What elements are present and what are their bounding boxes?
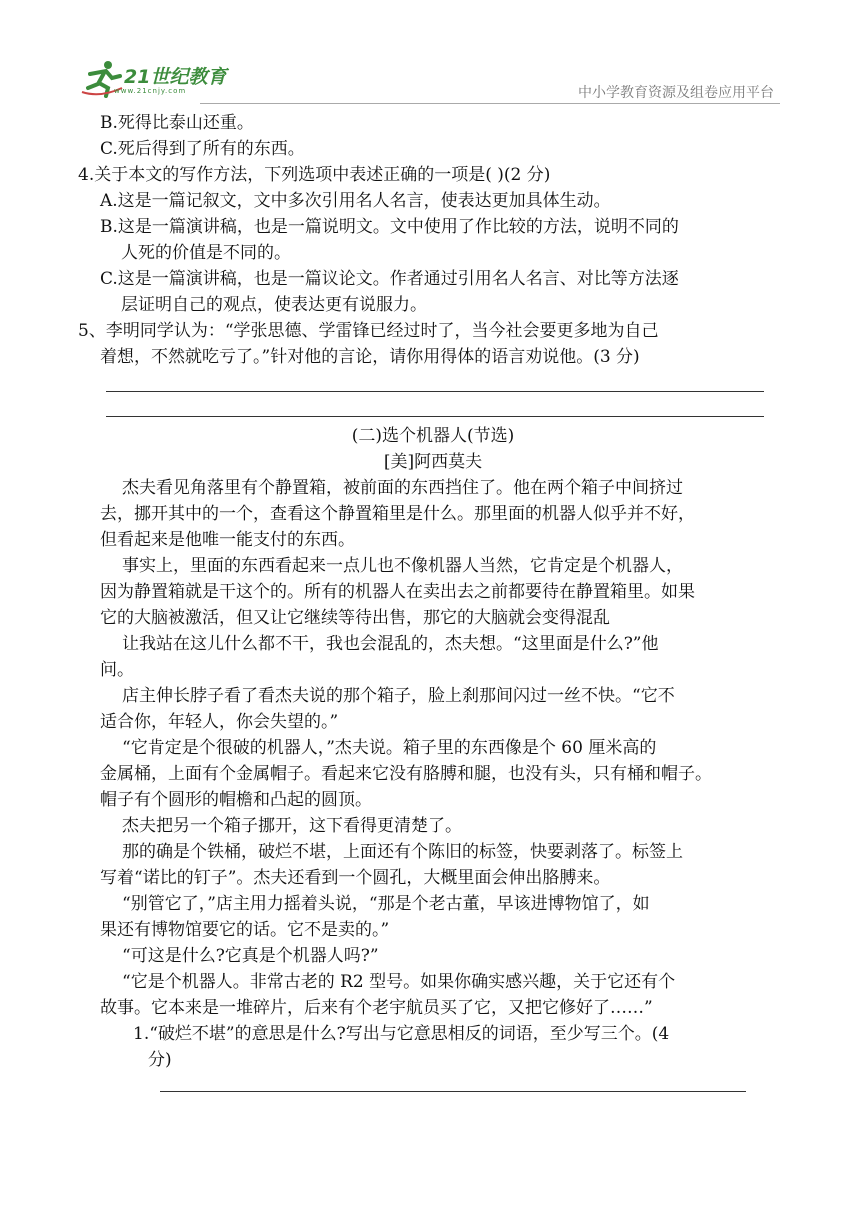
paragraph-line: 故事。它本来是一堆碎片，后来有个老宇航员买了它，又把它修好了……” (100, 998, 653, 1018)
paragraph-line: 写着“诺比的钉子”。杰夫还看到一个圆孔，大概里面会伸出胳膊来。 (100, 868, 611, 888)
paragraph-line: 事实上，里面的东西看起来一点儿也不像机器人当然，它肯定是个机器人， (122, 556, 683, 576)
paragraph-line: 那的确是个铁桶，破烂不堪，上面还有个陈旧的标签，快要剥落了。标签上 (122, 842, 683, 862)
paragraph-line: 帽子有个圆形的帽檐和凸起的圆顶。 (100, 790, 372, 810)
logo-text: 21世纪教育 (124, 66, 227, 88)
q4-option-c-cont: 层证明自己的观点，使表达更有说服力。 (121, 295, 427, 315)
q4-option-c: C.这是一篇演讲稿，也是一篇议论文。作者通过引用名人名言、对比等方法逐 (100, 269, 679, 289)
logo (80, 58, 240, 100)
paragraph-line: 适合你，年轻人，你会失望的。” (100, 712, 339, 732)
paragraph-line: 杰夫看见角落里有个静置箱，被前面的东西挡住了。他在两个箱子中间挤过 (122, 478, 683, 498)
paragraph-line: 杰夫把另一个箱子挪开，这下看得更清楚了。 (122, 816, 462, 836)
paragraph-line: 金属桶，上面有个金属帽子。看起来它没有胳膊和腿，也没有头，只有桶和帽子。 (100, 764, 712, 784)
paragraph-line: “它是个机器人。非常古老的 R2 型号。如果你确实感兴趣，关于它还有个 (122, 972, 676, 992)
q5-stem: 5、李明同学认为：“学张思德、学雷锋已经过时了，当今社会要更多地为自己 (78, 321, 659, 341)
header-divider (200, 103, 780, 104)
document-body (78, 110, 788, 1092)
q4-option-a: A.这是一篇记叙文，文中多次引用名人名言，使表达更加具体生动。 (100, 191, 611, 211)
paragraph-line: 它的大脑被激活，但又让它继续等待出售，那它的大脑就会变得混乱 (100, 608, 610, 628)
paragraph-line: 果还有博物馆要它的话。它不是卖的。” (100, 920, 390, 940)
section-title: (二)选个机器人(节选) (351, 426, 515, 446)
q3-option-b: B.死得比泰山还重。 (100, 113, 254, 133)
paragraph-line: 因为静置箱就是干这个的。所有的机器人在卖出去之前都要待在静置箱里。如果 (100, 582, 695, 602)
paragraph-line: 店主伸长脖子看了看杰夫说的那个箱子，脸上刹那间闪过一丝不快。“它不 (122, 686, 675, 706)
paragraph-line: 让我站在这儿什么都不干，我也会混乱的，杰夫想。“这里面是什么?”他 (122, 634, 659, 654)
paragraph-line: “别管它了，”店主用力摇着头说，“那是个老古董，早该进博物馆了，如 (122, 894, 650, 914)
story-text (78, 475, 788, 1021)
sub-question-1: 1.“破烂不堪”的意思是什么?写出与它意思相反的词语，至少写三个。(4 (133, 1024, 670, 1044)
paragraph-line: 问。 (100, 660, 134, 680)
sub-question-1-answer-line[interactable] (160, 1091, 746, 1092)
q3-option-c: C.死后得到了所有的东西。 (100, 139, 305, 159)
sub-question-1-cont: 分) (148, 1050, 172, 1070)
q4-stem: 4.关于本文的写作方法，下列选项中表述正确的一项是( )(2 分) (78, 165, 551, 185)
section-author: [美]阿西莫夫 (383, 452, 483, 472)
platform-name: 中小学教育资源及组卷应用平台 (578, 85, 774, 101)
paragraph-line: 去，挪开其中的一个，查看这个静置箱里是什么。那里面的机器人似乎并不好， (100, 504, 695, 524)
q4-option-b-cont: 人死的价值是不同的。 (121, 243, 291, 263)
logo-url: www.21cnjy.com (114, 87, 187, 95)
page-header (0, 0, 860, 110)
paragraph-line: 但看起来是他唯一能支付的东西。 (100, 530, 355, 550)
paragraph-line: “它肯定是个很破的机器人，”杰夫说。箱子里的东西像是个 60 厘米高的 (122, 738, 657, 758)
paragraph-line: “可这是什么?它真是个机器人吗?” (122, 946, 379, 966)
q5-stem-cont: 着想，不然就吃亏了。”针对他的言论，请你用得体的语言劝说他。(3 分) (100, 347, 640, 367)
q4-option-b: B.这是一篇演讲稿，也是一篇说明文。文中使用了作比较的方法，说明不同的 (100, 217, 679, 237)
